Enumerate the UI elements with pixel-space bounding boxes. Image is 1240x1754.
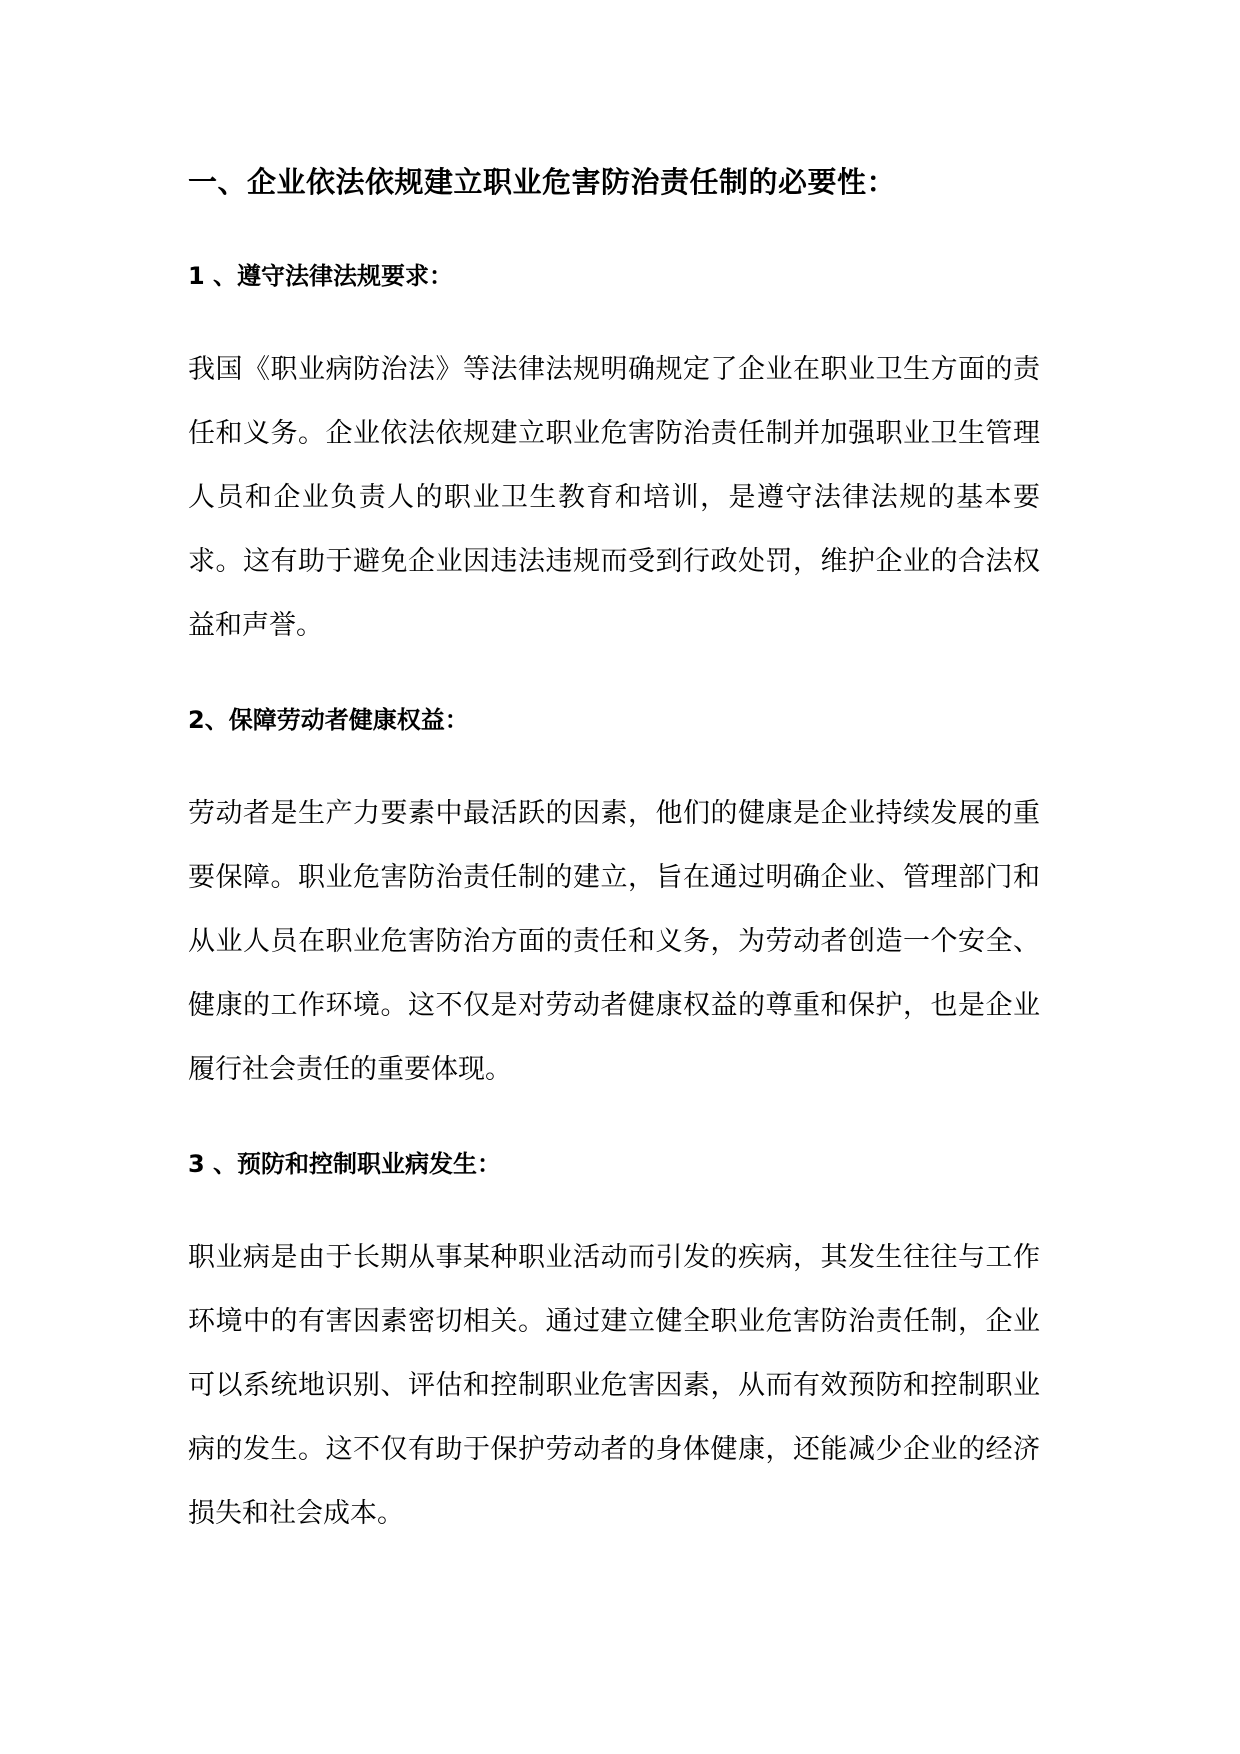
section-paragraph-3: 职业病是由于长期从事某种职业活动而引发的疾病，其发生往往与工作环境中的有害因素密切相关。通过建立健全职业危害防治责任制，企业可以系统地识别、评估和控制职业危害因素，从而有效预防和控制职业病的发生。这不仅有助于保护劳动者的身体健康，还能减少企业的经济损失和社会成本。 — [188, 1242, 1040, 1529]
section-heading-1: 1 、遵守法律法规要求： — [188, 262, 454, 290]
section-heading-2: 2、保障劳动者健康权益： — [188, 706, 469, 734]
section-paragraph-2: 劳动者是生产力要素中最活跃的因素，他们的健康是企业持续发展的重要保障。职业危害防治责任制的建立，旨在通过明确企业、管理部门和从业人员在职业危害防治方面的责任和义务，为劳动者创造一个安全、健康的工作环境。这不仅是对劳动者健康权益的尊重和保护，也是企业履行社会责任的重要体现。 — [188, 798, 1040, 1085]
document-title: 一、企业依法依规建立职业危害防治责任制的必要性： — [188, 165, 897, 199]
document-content — [188, 160, 1040, 1546]
section-paragraph-1: 我国《职业病防治法》等法律法规明确规定了企业在职业卫生方面的责任和义务。企业依法依规建立职业危害防治责任制并加强职业卫生管理人员和企业负责人的职业卫生教育和培训，是遵守法律法规的基本要求。这有助于避免企业因违法违规而受到行政处罚，维护企业的合法权益和声誉。 — [188, 354, 1040, 641]
section-heading-3: 3 、预防和控制职业病发生： — [188, 1150, 502, 1178]
